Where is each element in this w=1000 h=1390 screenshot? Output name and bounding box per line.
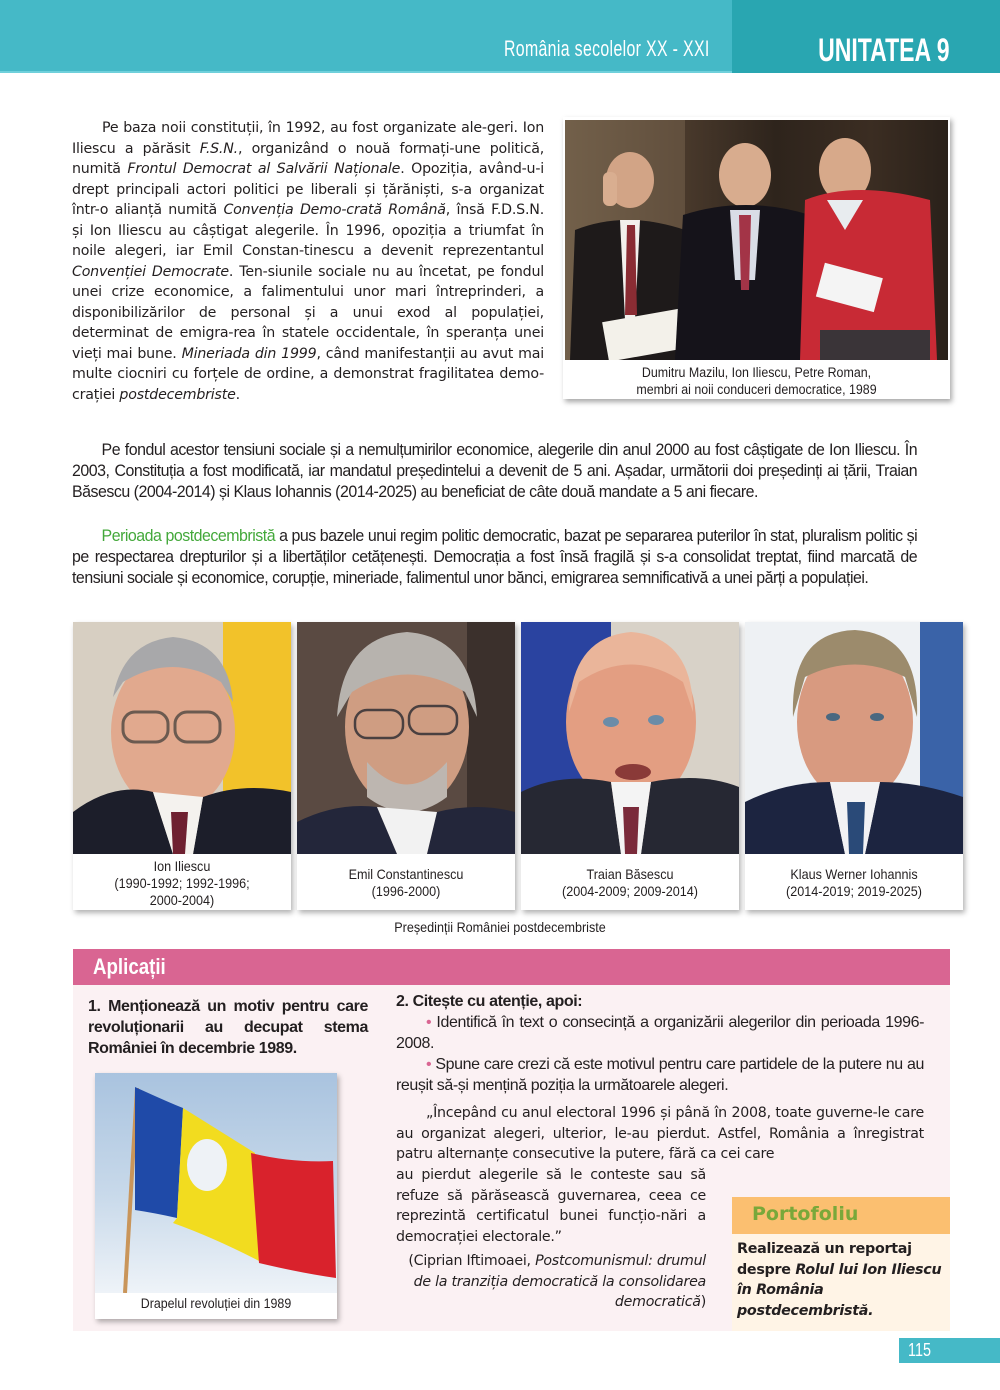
italic-text: Convenției Democrate (72, 263, 229, 280)
page-number: 115 (908, 1340, 931, 1360)
question-1: 1. Menționează un motiv pentru care revoluționarii au decupat stema României în decembrie 1989. (88, 998, 368, 1057)
president-name: Emil Constantinescu (348, 866, 464, 882)
president-term: (1990-1992; 1992-1996; (114, 875, 250, 891)
text: Realizează un reportaj despre (737, 1241, 912, 1278)
text: ) (700, 1294, 706, 1311)
caption-line: Dumitru Mazilu, Ion Iliescu, Petre Roman, (641, 365, 872, 380)
highlight-term: Perioada postdecembristă (101, 527, 276, 545)
president-card-constantinescu (297, 622, 515, 910)
question-2-bullet-1 (396, 1012, 924, 1054)
paragraph-1 (72, 118, 544, 405)
italic-text: F.S.N. (199, 140, 238, 157)
president-name-block (756, 866, 952, 900)
italic-text: Frontul Democrat al Salvării Naționale (127, 161, 401, 177)
text: Identifică în text o consecință a organizării alegerilor din perioada 1996-2008. (396, 1014, 924, 1052)
text: . Opoziția, având-u-i drept principali actori politici pe liberali și țărăniști, s-a organizat într-o alianță numită (72, 161, 545, 218)
italic-text: postdecembriste (119, 386, 236, 403)
text: , când manifestanții au avut mai multe ciocniri cu forțele de ordine, a demonstrat fragilitatea demo-crației (72, 345, 544, 403)
president-card-basescu (521, 622, 739, 910)
page-number-tab (899, 1338, 1000, 1363)
portrait-image (297, 622, 515, 854)
president-name: Klaus Werner Iohannis (790, 866, 918, 882)
question-2-heading: 2. Citește cu atenție, apoi: (396, 993, 583, 1010)
text: Pe baza noii constituții, în 1992, au fost organizate ale-geri. Ion Iliescu a părăsit (72, 120, 544, 157)
portofoliu-text (737, 1239, 947, 1321)
aplicatii-title: Aplicații (93, 954, 166, 979)
portofoliu-body (732, 1234, 950, 1331)
italic-text: Postcomunismul: drumul de la tranziția democratică la consolidarea democratică (413, 1253, 706, 1311)
portofoliu-title: Portofoliu (752, 1203, 859, 1225)
photo-caption (578, 364, 934, 398)
text: Pe fondul acestor tensiuni sociale și a nemulțumirilor economice, alegerile din anul 2000 au fost câștigate de Ion Iliescu. În 2003, Constituția a fost modificată, iar mandatul președintelui a devenit de 5 ani. Așadar, următorii doi președinți ai țării, Traian Băsescu (2004-2014) și Klaus Iohannis (2014-2025) au beneficiat de câte două mandate a 5 ani fiecare. (72, 441, 918, 501)
portrait-image (745, 622, 963, 854)
president-name: Traian Băsescu (586, 866, 674, 882)
text: a pus bazele unui regim politic democratic, bazat pe separarea puterilor în stat, pluralism politic și pe respectarea drepturilor și a libertăților cetățenești. Democrația a fost însă fragilă și s-a consolidat treptat, fiind marcată de tensiuni sociale și economice, corupție, mineriade, falimentul unor bănci, emigrarea semnificativă a unei părți a populației. (72, 527, 918, 587)
photo-1989-leaders (563, 117, 950, 399)
bullet-icon: • (426, 1056, 432, 1073)
president-term: 2000-2004) (149, 892, 215, 908)
bullet-icon: • (426, 1014, 432, 1031)
text: . (235, 386, 240, 403)
photo-image (565, 120, 948, 360)
quote-text-continued: au pierdut alegerile să le conteste sau să refuze să părăsească guvernarea, ceea ce reprezintă certificatul bunei funcțio-nări a democrației electorale.” (396, 1167, 706, 1246)
president-name-block (532, 866, 728, 900)
italic-text: Rolul lui Ion Iliescu în România postdecembristă. (737, 1261, 942, 1319)
quote-citation (396, 1251, 706, 1313)
presidents-caption: Președinții României postdecembriste (394, 919, 606, 935)
president-term: (2004-2009; 2009-2014) (562, 883, 698, 899)
question-2-bullet-2 (396, 1054, 924, 1096)
header-subtitle: România secolelor XX - XXI (504, 36, 710, 61)
flag-caption: Drapelul revoluției din 1989 (140, 1296, 292, 1311)
caption-line: membri ai noii conduceri democratice, 1989 (636, 382, 877, 397)
president-name: Ion Iliescu (153, 858, 211, 874)
president-card-iohannis (745, 622, 963, 910)
portrait-image (73, 622, 291, 854)
quote-text (396, 1103, 924, 1165)
text: Spune care crezi că este motivul pentru care partidele de la putere nu au reușit să-și mențină poziția la următoarele alegeri. (396, 1056, 924, 1094)
president-name-block (84, 858, 280, 909)
text: (Ciprian Iftimoaei, (408, 1253, 536, 1269)
portrait-image (521, 622, 739, 854)
president-name-block (308, 866, 504, 900)
question-2 (396, 991, 924, 1096)
unit-label: UNITATEA 9 (818, 32, 950, 68)
text: . Ten-siunile sociale nu au încetat, pe fondul unei crize economice, a falimentului unor mari întreprinderi, a disponibilizărilor de personal și a unui exod al populației, determinat de emigra-rea în statele occidentale, în speranța unei vieți mai bune. (72, 263, 544, 362)
text: , organizând o nouă formați-une politică, numită (72, 140, 545, 177)
italic-text: Convenția Demo-crată Română (223, 202, 446, 218)
unit-tab (732, 0, 1000, 73)
president-term: (2014-2019; 2019-2025) (786, 883, 922, 899)
italic-text: Mineriada din 1999 (181, 345, 317, 362)
paragraph-3 (72, 526, 917, 589)
aplicatii-header (73, 949, 950, 985)
president-card-iliescu (73, 622, 291, 910)
page-header (0, 0, 1000, 73)
paragraph-2 (72, 440, 917, 503)
president-term: (1996-2000) (371, 883, 441, 899)
portofoliu-header (732, 1197, 950, 1234)
flag-photo (95, 1073, 337, 1319)
text: , însă F.D.S.N. și Ion Iliescu au câștigat alegerile. În 1996, opoziția a triumfat în noile alegeri, iar Emil Constan-tinescu a devenit reprezentantul (72, 202, 545, 259)
flag-image (95, 1073, 337, 1293)
text: „Începând cu anul electoral 1996 și până în 2008, toate guverne-le care au organizat alegeri, ulterior, le-au pierdut. Astfel, România a înregistrat patru alternanțe consecutive la putere, fără ca cei care (396, 1105, 924, 1163)
